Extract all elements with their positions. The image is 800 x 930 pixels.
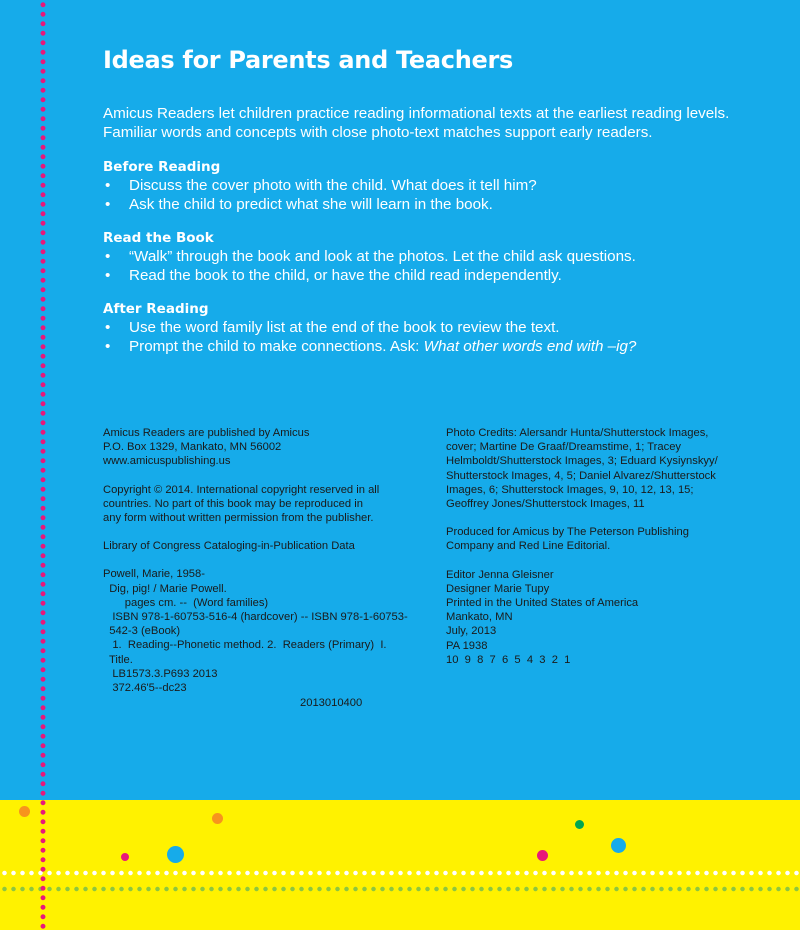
blue-dot — [611, 838, 626, 853]
section-read-the-book — [103, 230, 763, 285]
publisher-info: Amicus Readers are published by Amicus P.O. Box 1329, Mankato, MN 56002 www.amicuspublishing.us Copyright © 2014. International copyright reserved in all countries. No part of this book may be reproduced in any form without written permission from the publisher. Library of Congress Cataloging-in-Publication Data Powell, Marie, 1958- Dig, pig! / Marie Powell. pages cm. -- (Word families) ISBN 978-1-60753-516-4 (hardcover) -- ISBN 978-1-60753- 542-3 (eBook) 1. Reading--Phonetic method. 2. Readers (Primary) I. Title. LB1573.3.P693 2013 372.46'5--dc23 — [103, 427, 408, 695]
pink-dot-column — [39, 0, 47, 930]
blue-dot — [167, 846, 184, 863]
list-item: • Use the word family list at the end of the book to review the text. — [105, 319, 560, 336]
orange-dot — [212, 813, 223, 824]
orange-dot — [19, 806, 30, 817]
list-item: • Ask the child to predict what she will learn in the book. — [105, 196, 493, 213]
section-heading: Before Reading — [103, 159, 221, 175]
credits-info: Photo Credits: Alersandr Hunta/Shutterstock Images, cover; Martine De Graaf/Dreamstime, 1; Tracey Helmboldt/Shutterstock Images, 3; Eduard Kysiynskyy/ Shutterstock Images, 4, 5; Daniel Alvarez/Shutterstock Images, 6; Shutterstock Images, 9, 10, 12, 13, 15; Geoffrey Jones/Shutterstock Images, 11 Produced for Amicus by The Peterson Publishing Company and Red Line Editorial. Editor Jenna Gleisner Designer Marie Tupy Printed in the United States of America Mankato, MN July, 2013 PA 1938 10 9 8 7 6 5 4 3 2 1 — [446, 427, 718, 666]
bullet: • — [105, 267, 111, 284]
intro-paragraph: Amicus Readers let children practice reading informational texts at the earliest reading levels. Familiar words and concepts with close photo-text matches support early readers. — [103, 105, 730, 141]
lccn-number: 2013010400 — [300, 697, 363, 709]
green-dot-row — [0, 885, 800, 893]
bullet: • — [105, 196, 111, 213]
section-after-reading — [103, 301, 763, 356]
page-title: Ideas for Parents and Teachers — [103, 46, 513, 74]
bullet: • — [105, 177, 111, 194]
list-item: • Read the book to the child, or have the child read independently. — [105, 267, 562, 284]
pink-dot — [121, 853, 129, 861]
section-before-reading — [103, 159, 763, 214]
yellow-band — [0, 800, 800, 930]
green-dot — [575, 820, 584, 829]
list-item: • “Walk” through the book and look at the photos. Let the child ask questions. — [105, 248, 636, 265]
list-item: • Prompt the child to make connections. Ask: What other words end with –ig? — [105, 338, 637, 355]
list-item: • Discuss the cover photo with the child. What does it tell him? — [105, 177, 537, 194]
bullet: • — [105, 338, 111, 355]
pink-dot — [537, 850, 548, 861]
section-heading: Read the Book — [103, 230, 214, 246]
section-heading: After Reading — [103, 301, 209, 317]
white-dot-row — [0, 869, 800, 877]
bullet: • — [105, 319, 111, 336]
bullet: • — [105, 248, 111, 265]
